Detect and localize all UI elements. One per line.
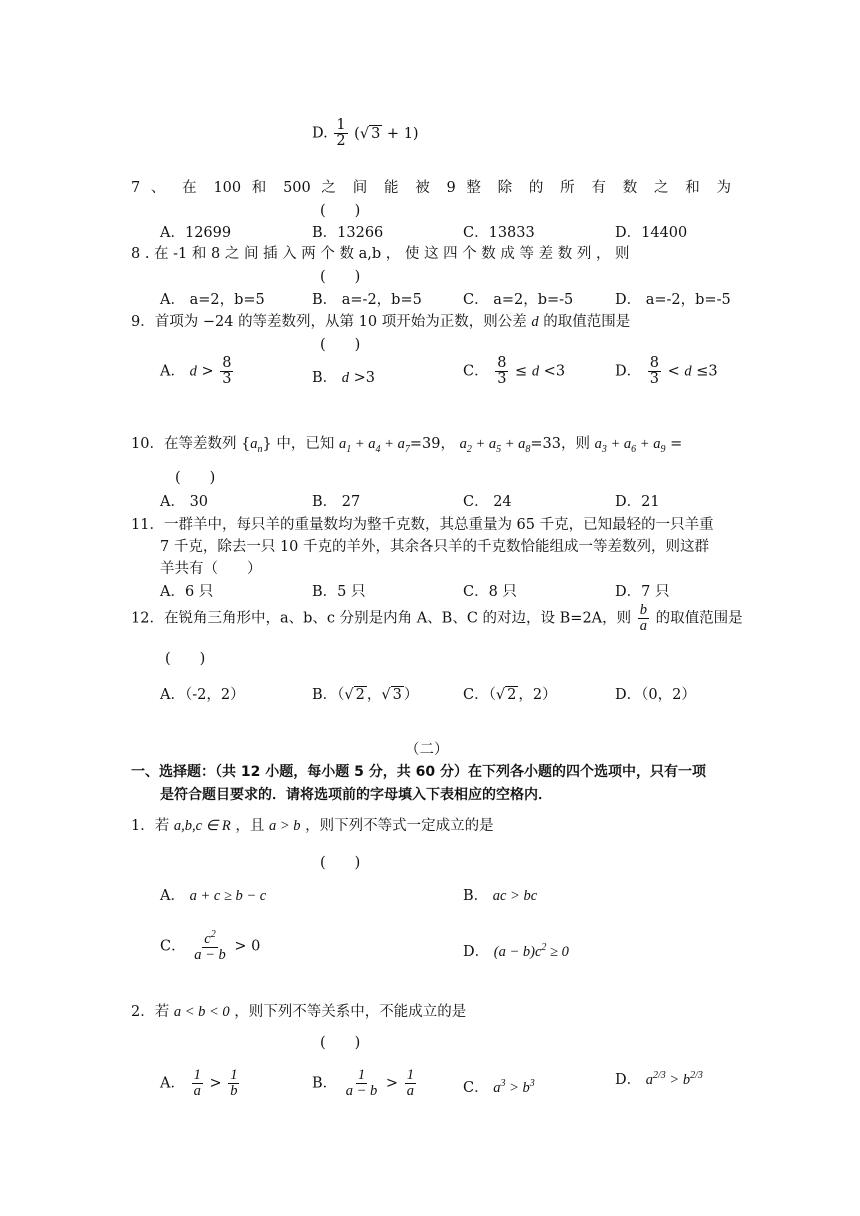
q8-option-c: C． a=2，b=-5 [463, 292, 574, 308]
s2q1-stem-part3: ，则下列不等式一定成立的是 [305, 818, 494, 834]
s2q2-option-d: D． $a^{2/3} > b^{2/3}$ [615, 1070, 703, 1088]
q11-stem-line3: 羊共有（ ） [160, 561, 262, 577]
q10-option-a: A． 30 [160, 494, 209, 510]
s2q1-stem-part2: ，且 [235, 818, 265, 834]
q9-option-d-label: D． [615, 363, 642, 380]
s2q2-option-d-label: D． [615, 1072, 642, 1088]
q10-sum2: $a_2 + a_5 + a_8$ [459, 436, 531, 455]
q10-sum3: $a_3 + a_6 + a_9$ [594, 436, 666, 455]
s2q2-option-c: C． $a^3 > b^3$ [463, 1078, 535, 1096]
q12-option-b: B．（√ 2 ，√ 3 ） [312, 687, 419, 703]
q12-option-c: C．（√ 2 ，2） [463, 687, 557, 703]
q11-option-b: B．5 只 [312, 584, 366, 600]
q9-stem-part1: 9．首项为 [131, 314, 199, 330]
s2q2-option-b-label: B． [312, 1075, 338, 1092]
q8-option-a: A． a=2，b=5 [160, 292, 265, 308]
s2q2-answer-blank: ( ) [320, 1035, 361, 1051]
q8-option-d: D． a=-2，b=-5 [615, 292, 731, 308]
q10-option-b: B． 27 [312, 494, 361, 510]
q12-option-a: A．（-2，2） [160, 687, 245, 703]
q10-sum2-value: =33，则 [530, 436, 591, 452]
q9-answer-blank: ( ) [320, 337, 361, 353]
s2q2-option-c-label: C． [463, 1080, 489, 1096]
q9-first-term: −24 [202, 314, 234, 330]
q8-answer-blank: ( ) [320, 269, 361, 285]
q11-option-a: A．6 只 [160, 584, 214, 600]
q10-option-c: C． 24 [463, 494, 512, 510]
q12-stem-tail: 的取值范围是 [655, 610, 743, 627]
q11-stem-line2: 7 千克，除去一只 10 千克的羊外，其余各只羊的千克数恰能组成一等差数列，则这群 [160, 539, 710, 555]
fraction-one-half: $\frac{1}{2}$ [336, 117, 346, 150]
s2q1-stem [131, 814, 494, 835]
s2q2-stem [131, 1000, 466, 1021]
s2q1-set: a,b,c ∈ R [173, 818, 231, 834]
q10-stem-tail: = [665, 436, 683, 452]
q6-option-d-label: D. [312, 125, 328, 142]
q10-stem-part2: 中，已知 [276, 436, 335, 452]
section-heading: （二） [405, 742, 449, 758]
s2q1-condition: a > b [269, 818, 301, 834]
q6-option-d-expr: (√ 3 + 1) [354, 125, 419, 142]
s2q1-option-d: D． $(a - b)c^2 \ge 0$ [463, 942, 569, 960]
q11-option-d: D．7 只 [615, 584, 670, 600]
s2q2-condition: a < b < 0 [173, 1004, 230, 1020]
q10-option-d: D．21 [615, 494, 660, 510]
q12-option-b-label: B．（ [312, 687, 345, 703]
s2q1-answer-blank: ( ) [320, 855, 361, 871]
q12-stem [131, 603, 743, 634]
q9-option-c-label: C． [463, 363, 489, 380]
q10-stem-part1: 10．在等差数列 [131, 436, 237, 452]
section-title-line1: 一、选择题：（共 12 小题，每小题 5 分，共 60 分）在下列各小题的四个选项中，只有一项 [131, 764, 706, 780]
q9-option-c: C． $\frac{8}{3}$ ≤ d <3 [463, 355, 566, 388]
q12-stem-part1: 12．在锐角三角形中，a、b、c 分别是内角 A、B、C 的对边，设 B=2A，则 [131, 610, 632, 627]
q7-option-b: B．13266 [312, 225, 384, 241]
q7-option-a: A．12699 [160, 225, 232, 241]
q10-sum1-value: =39， [409, 436, 455, 452]
s2q2-stem-part1: 2．若 [131, 1004, 170, 1020]
q9-option-b-label: B． [312, 370, 338, 386]
s2q2-option-a-label: A． [160, 1075, 185, 1092]
s2q1-stem-part1: 1．若 [131, 818, 170, 834]
q10-answer-blank: ( ) [175, 470, 216, 486]
q9-stem-part3: 的取值范围是 [543, 314, 631, 330]
q7-answer-blank: ( ) [320, 203, 361, 219]
q10-stem [131, 432, 682, 455]
s2q2-stem-part2: ，则下列不等关系中，不能成立的是 [234, 1004, 467, 1020]
q8-stem: 8 . 在 -1 和 8 之 间 插 入 两 个 数 a,b ， 使 这 四 个 数 成 等 差 数 列 ， 则 [131, 246, 630, 262]
s2q2-option-b: B． $\frac{1}{a - b}$ > $\frac{1}{a}$ [312, 1067, 414, 1100]
q7-option-c: C．13833 [463, 225, 535, 241]
q7-stem: 7 、 在 100 和 500 之 间 能 被 9 整 除 的 所 有 数 之 和 为 [131, 180, 731, 196]
q11-stem-line1: 11．一群羊中，每只羊的重量数均为整千克数，其总重量为 65 千克，已知最轻的一只羊重 [131, 517, 714, 533]
q9-stem-part2: 的等差数列，从第 10 项开始为正数，则公差 [238, 314, 527, 330]
q9-option-a-label: A． [160, 363, 185, 380]
section-title-line2: 是符合题目要求的．请将选项前的字母填入下表相应的空格内． [160, 787, 552, 803]
q9-option-d: D． $\frac{8}{3}$ < d ≤3 [615, 355, 718, 388]
s2q1-option-a: A． a + c ≥ b − c [160, 888, 267, 904]
s2q1-option-a-label: A． [160, 888, 185, 904]
q11-option-c: C．8 只 [463, 584, 517, 600]
q12-fraction-b-over-a: $\frac{b}{a}$ [639, 602, 648, 635]
q12-answer-blank: ( ) [165, 651, 206, 667]
s2q1-option-b-label: B． [463, 888, 489, 904]
q9-option-a: A． d > $\frac{8}{3}$ [160, 355, 232, 388]
q8-option-b: B． a=-2，b=5 [312, 292, 422, 308]
q9-variable-d: d [531, 314, 539, 330]
s2q2-option-a: A． $\frac{1}{a}$ > $\frac{1}{b}$ [160, 1067, 238, 1100]
s2q1-option-c: C． $\frac{c^2}{a - b}$ > 0 [160, 929, 261, 964]
q9-stem [131, 310, 630, 331]
q10-sequence: $\{a_n\}$ [241, 436, 272, 455]
q12-option-d: D．（0，2） [615, 687, 696, 703]
q6-option-d [312, 118, 419, 149]
s2q1-option-c-label: C． [160, 938, 186, 955]
q9-option-b: B． d >3 [312, 370, 375, 386]
q7-option-d: D．14400 [615, 225, 688, 241]
q12-option-c-label: C．（ [463, 687, 496, 703]
s2q1-option-d-label: D． [463, 944, 490, 960]
s2q1-option-b: B． ac > bc [463, 888, 538, 904]
q10-sum1: $a_1 + a_4 + a_7$ [339, 436, 410, 455]
